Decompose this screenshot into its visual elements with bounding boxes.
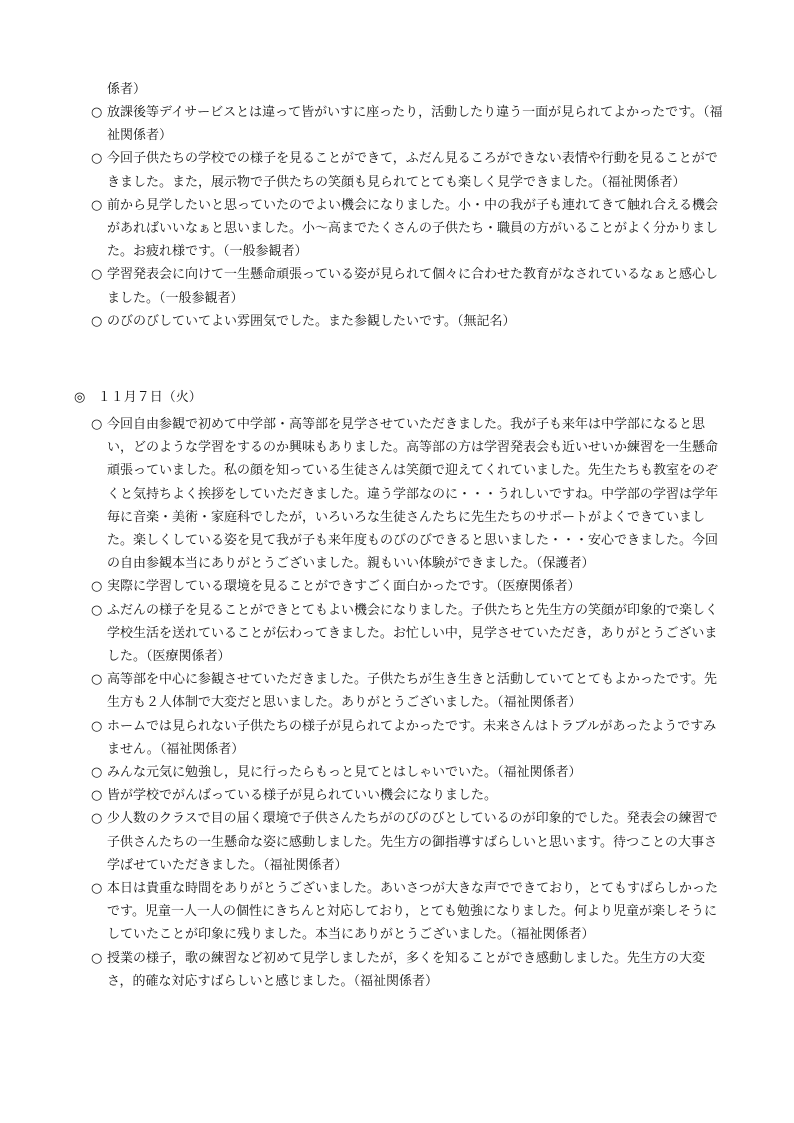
comment-item [91,147,727,193]
circle-bullet-icon: ○ [91,765,103,781]
section-date: １１月７日（火） [97,390,202,405]
comment-item [91,947,727,993]
comment-item [91,668,727,714]
double-circle-icon: ◎ [74,390,86,405]
comment-text: 授業の様子，歌の練習など初めて見学しましたが，多くを知ることができ感動しました。先生方の大変さ，的確な対応すばらしいと感じました。（福祉関係者） [107,950,706,989]
comment-item [91,575,727,598]
comment-text: 前から見学したいと思っていたのでよい機会になりました。小・中の我が子も連れてきて触れ合える機会があればいいなぁと思いました。小～高までたくさんの子供たち・職員の方がいることがよく分かりました。お疲れ様です。（一般参観者） [107,197,719,260]
comment-text: 実際に学習している環境を見ることができすごく面白かったです。（医療関係者） [107,579,581,595]
circle-bullet-icon: ○ [91,881,103,897]
circle-bullet-icon: ○ [91,950,103,966]
comment-text: 少人数のクラスで目の届く環境で子供さんたちがのびのびとしているのが印象的でした。発表会の練習で子供さんたちの一生懸命な姿に感動しました。先生方の御指導すばらしいと思います。待つことの大事さ学ばせていただきました。（福祉関係者） [107,811,718,873]
circle-bullet-icon: ○ [91,718,103,734]
continued-text: 係者） [107,82,147,97]
comment-item [91,263,727,309]
comment-text: 皆が学校でがんばっている様子が見られていい機会になりました。 [107,788,498,804]
circle-bullet-icon: ○ [91,197,103,213]
comment-text: ホームでは見られない子供たちの様子が見られてよかったです。未来さんはトラブルがあったようですみません。（福祉関係者） [107,718,717,757]
comment-item [91,310,727,333]
comment-text: のびのびしていてよい雰囲気でした。また参観したいです。（無記名） [107,313,516,329]
comment-text: 今回自由参観で初めて中学部・高等部を見学させていただきました。我が子も来年は中学部になると思い，どのような学習をするのか興味もありました。高等部の方は学習発表会も近いせいか練習を一生懸命頑張っていました。私の顔を知っている生徒さんは笑顔で迎えてくれていました。先生たちも教室をのぞくと気持ちよく挨拶をしていただきました。違う学部なのに・・・うれしいですね。中学部の学習は学年毎に音楽・美術・家庭科でしたが，いろいろな生徒さんたちに先生たちのサポートがよくできていました。楽しくしている姿を見て我が子も来年度ものびのびできると思いました・・・安心できました。今回の自由参観本当にありがとうございました。親もいい体験ができました。（保護者） [107,417,719,572]
section-heading-nov-7 [74,386,202,409]
comment-text: 本日は貴重な時間をありがとうございました。あいさつが大きな声でできており，とてもすばらしかったです。児童一人一人の個性にきちんと対応しており，とても勉強になりました。何より児童が楽しそうにしていたことが印象に残りました。本当にありがとうございました。（福祉関係者） [107,881,719,943]
comment-item [91,807,727,877]
comment-item [91,194,727,264]
circle-bullet-icon: ○ [91,417,103,432]
comment-text: 今回子供たちの学校での様子を見ることができて，ふだん見るころができない表情や行動を見ることができました。また，展示物で子供たちの笑顔も見られてとても楽しく見学できました。（福祉関係者） [107,151,718,190]
comment-item [91,101,727,147]
comment-item [91,761,727,784]
circle-bullet-icon: ○ [91,788,103,804]
comment-list-section-1 [91,101,727,333]
comment-item [91,784,727,807]
comment-item [91,877,727,947]
comment-text: ふだんの様子を見ることができとてもよい機会になりました。子供たちと先生方の笑顔が印象的で楽しく学校生活を送れていることが伝わってきました。お忙しい中，見学させていただき，ありがとうございました。（医療関係者） [107,602,719,665]
comment-item [91,715,727,761]
circle-bullet-icon: ○ [91,105,103,120]
comment-item [91,599,727,669]
comment-text: 高等部を中心に参観させていただきました。子供たちが生き生きと活動していてとてもよかったです。先生方も２人体制で大変だと思いました。ありがとうございました。（福祉関係者） [107,672,717,711]
circle-bullet-icon: ○ [91,267,103,283]
circle-bullet-icon: ○ [91,579,103,595]
comment-text: みんな元気に勉強し，見に行ったらもっと見てとはしゃいでいた。（福祉関係者） [107,765,582,781]
circle-bullet-icon: ○ [91,313,103,329]
circle-bullet-icon: ○ [91,811,103,827]
circle-bullet-icon: ○ [91,672,103,688]
comment-list-section-2 [91,413,727,993]
circle-bullet-icon: ○ [91,602,103,618]
circle-bullet-icon: ○ [91,151,103,167]
comment-text: 学習発表会に向けて一生懸命頑張っている姿が見られて個々に合わせた教育がなされているなぁと感心しました。（一般参観者） [107,267,719,306]
comment-text: 放課後等デイサービスとは違って皆がいすに座ったり，活動したり違う一面が見られてよかったです。（福祉関係者） [107,105,723,144]
comment-item [91,413,727,575]
